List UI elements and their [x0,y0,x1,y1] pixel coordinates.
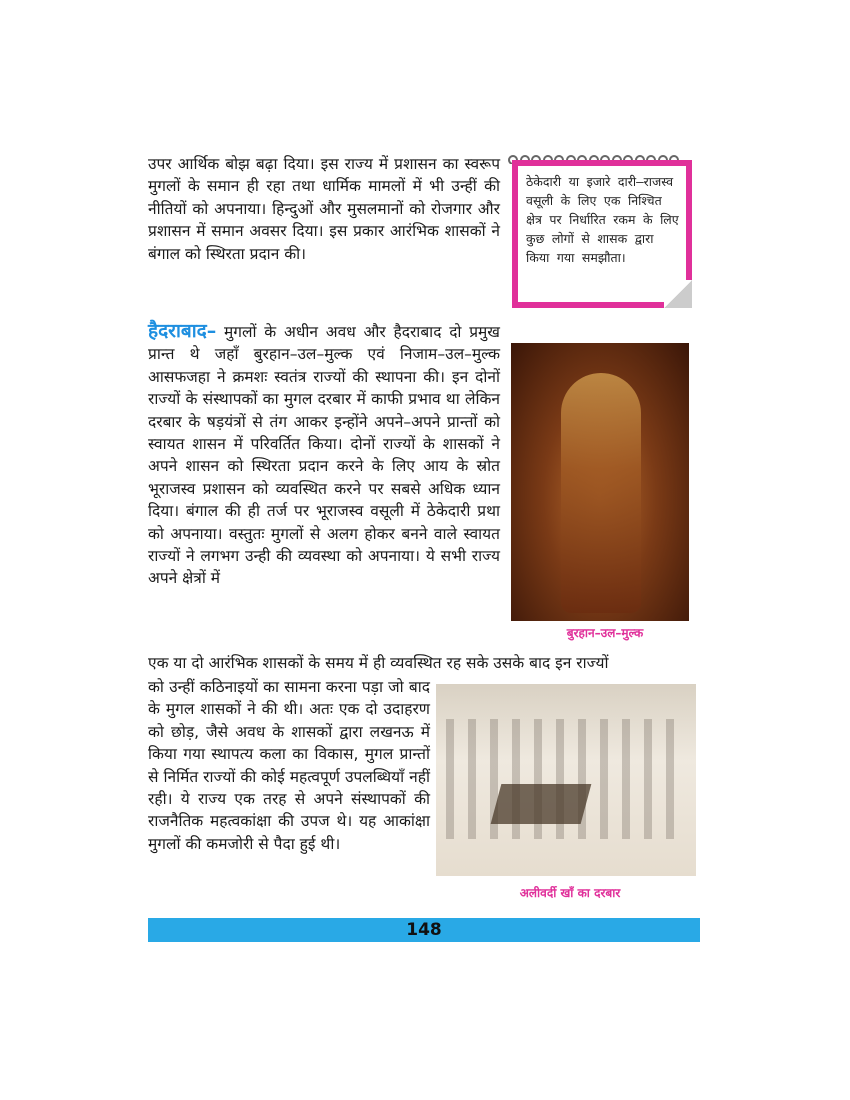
paragraph-hyderabad [148,320,500,590]
paragraph-bengal-end: उपर आर्थिक बोझ बढ़ा दिया। इस राज्य में प्रशासन का स्वरूप मुगलों के समान ही रहा तथा धार्मिक मामलों में भी उन्हीं की नीतियों को अपनाया। हिन्दुओं और मुसलमानों को रोजगार और प्रशासन में समान अवसर दिया। इस प्रकार आरंभिक शासकों ने बंगाल को स्थिरता प्रदान की। [148,155,500,263]
portrait-burhan-ul-mulk [511,343,689,621]
section-heading-hyderabad: हैदराबाद– [148,320,217,342]
painting-alivardi-khan-court [436,684,696,876]
paragraph-conclusion: को उन्हीं कठिनाइयों का सामना करना पड़ा जो बाद के मुगल शासकों ने की थी। अतः एक दो उदाहरण को छोड़, जैसे अवध के शासकों द्वारा लखनऊ में किया गया स्थापत्य कला का विकास, मुगल प्रान्तों से निर्मित राज्यों की कोई महत्वपूर्ण उपलब्धियाँ नहीं रही। ये राज्य एक तरह से अपने संस्थापकों की राजनैतिक महत्वकांक्षा की उपज थे। यह आकांक्षा मुगलों की कमजोरी से पैदा हुई थी। [148,678,430,853]
paragraph-hyderabad-text: मुगलों के अधीन अवध और हैदराबाद दो प्रमुख प्रान्त थे जहाँ बुरहान–उल–मुल्क एवं निजाम–उल–मुल्क आसफजहा ने क्रमशः स्वतंत्र राज्यों की स्थापना की। इन दोनों राज्यों के संस्थापकों का मुगल दरबार में काफी प्रभाव था लेकिन दरबार के षड़यंत्रों से तंग आकर इन्होंने अपने–अपने प्रान्तों को स्वायत शासन में परिवर्तित किया। दोनों राज्यों के शासकों ने अपने शासन को स्थिरता प्रदान करने के लिए आय के स्रोत भूराजस्व प्रशासन को व्यवस्थित करने पर सबसे अधिक ध्यान दिया। बंगाल की ही तर्ज पर भूराजस्व वसूली में ठेकेदारी प्रथा को अपनाया। वस्तुतः मुगलों से अलग होकर बनने वाले स्वायत राज्यों ने लगभग उन्ही की व्यवस्था को अपनाया। ये सभी राज्य अपने क्षेत्रों में [148,323,500,588]
page-number: 148 [406,920,442,940]
definition-note-box [512,160,692,308]
court-carpet [491,784,592,824]
figure-caption-2: अलीवर्दी खाँ का दरबार [519,886,621,900]
paragraph-full-width-line: एक या दो आरंभिक शासकों के समय में ही व्यवस्थित रह सके उसके बाद इन राज्यों [148,654,609,672]
page-curl-decoration [664,280,692,308]
figure-caption-1: बुरहान–उल–मुल्क [566,626,644,640]
note-text: ठेकेदारी या इजारे दारी–राजस्व वसूली के लिए एक निश्चित क्षेत्र पर निर्धारित रकम के लिए कुछ लोगों से शासक द्वारा किया गया समझौता। [526,174,679,265]
page-number-bar [148,918,700,942]
portrait-figure [561,373,641,613]
